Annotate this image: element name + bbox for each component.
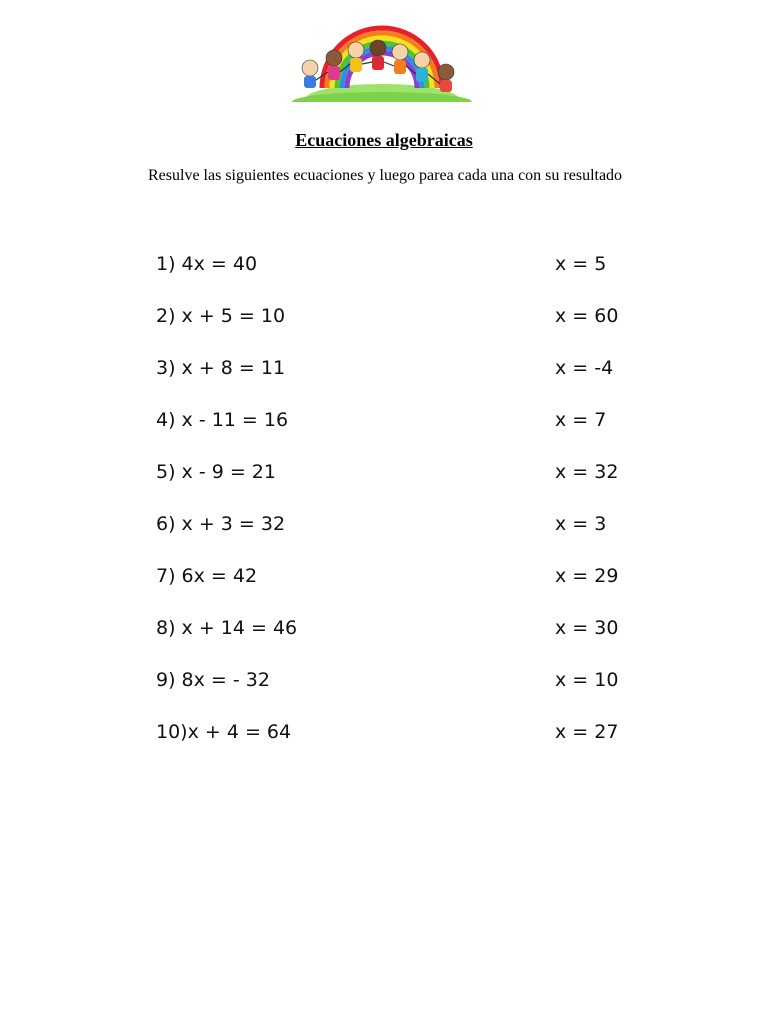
equation: 5) x - 9 = 21: [156, 461, 276, 483]
answer: x = 10: [555, 669, 619, 691]
equation: 7) 6x = 42: [156, 565, 258, 587]
instructions-text: Resulve las siguientes ecuaciones y luego parea cada una con su resultado: [148, 167, 623, 184]
equation: 10)x + 4 = 64: [156, 721, 292, 743]
rainbow-children-holding-hands-icon: [290, 10, 474, 102]
equation: 3) x + 8 = 11: [156, 357, 286, 379]
answer: x = 7: [555, 409, 607, 431]
equation-row: [0, 718, 768, 770]
equation: 1) 4x = 40: [156, 253, 258, 275]
equation: 2) x + 5 = 10: [156, 305, 286, 327]
answer: x = 3: [555, 513, 607, 535]
equation-row: [0, 406, 768, 458]
equation-row: [0, 510, 768, 562]
equation-row: [0, 250, 768, 302]
answer: x = 30: [555, 617, 619, 639]
answer: x = 5: [555, 253, 607, 275]
answer: x = 29: [555, 565, 619, 587]
equation-row: [0, 458, 768, 510]
equation-row: [0, 614, 768, 666]
equation-row: [0, 562, 768, 614]
equation: 9) 8x = - 32: [156, 669, 270, 691]
equation-row: [0, 354, 768, 406]
equation: 4) x - 11 = 16: [156, 409, 289, 431]
equations-list: [0, 250, 768, 770]
equation-row: [0, 666, 768, 718]
equation: 8) x + 14 = 46: [156, 617, 298, 639]
answer: x = 27: [555, 721, 619, 743]
equation: 6) x + 3 = 32: [156, 513, 286, 535]
answer: x = 60: [555, 305, 619, 327]
answer: x = -4: [555, 357, 614, 379]
answer: x = 32: [555, 461, 619, 483]
page-title: Ecuaciones algebraicas: [295, 130, 473, 150]
equation-row: [0, 302, 768, 354]
